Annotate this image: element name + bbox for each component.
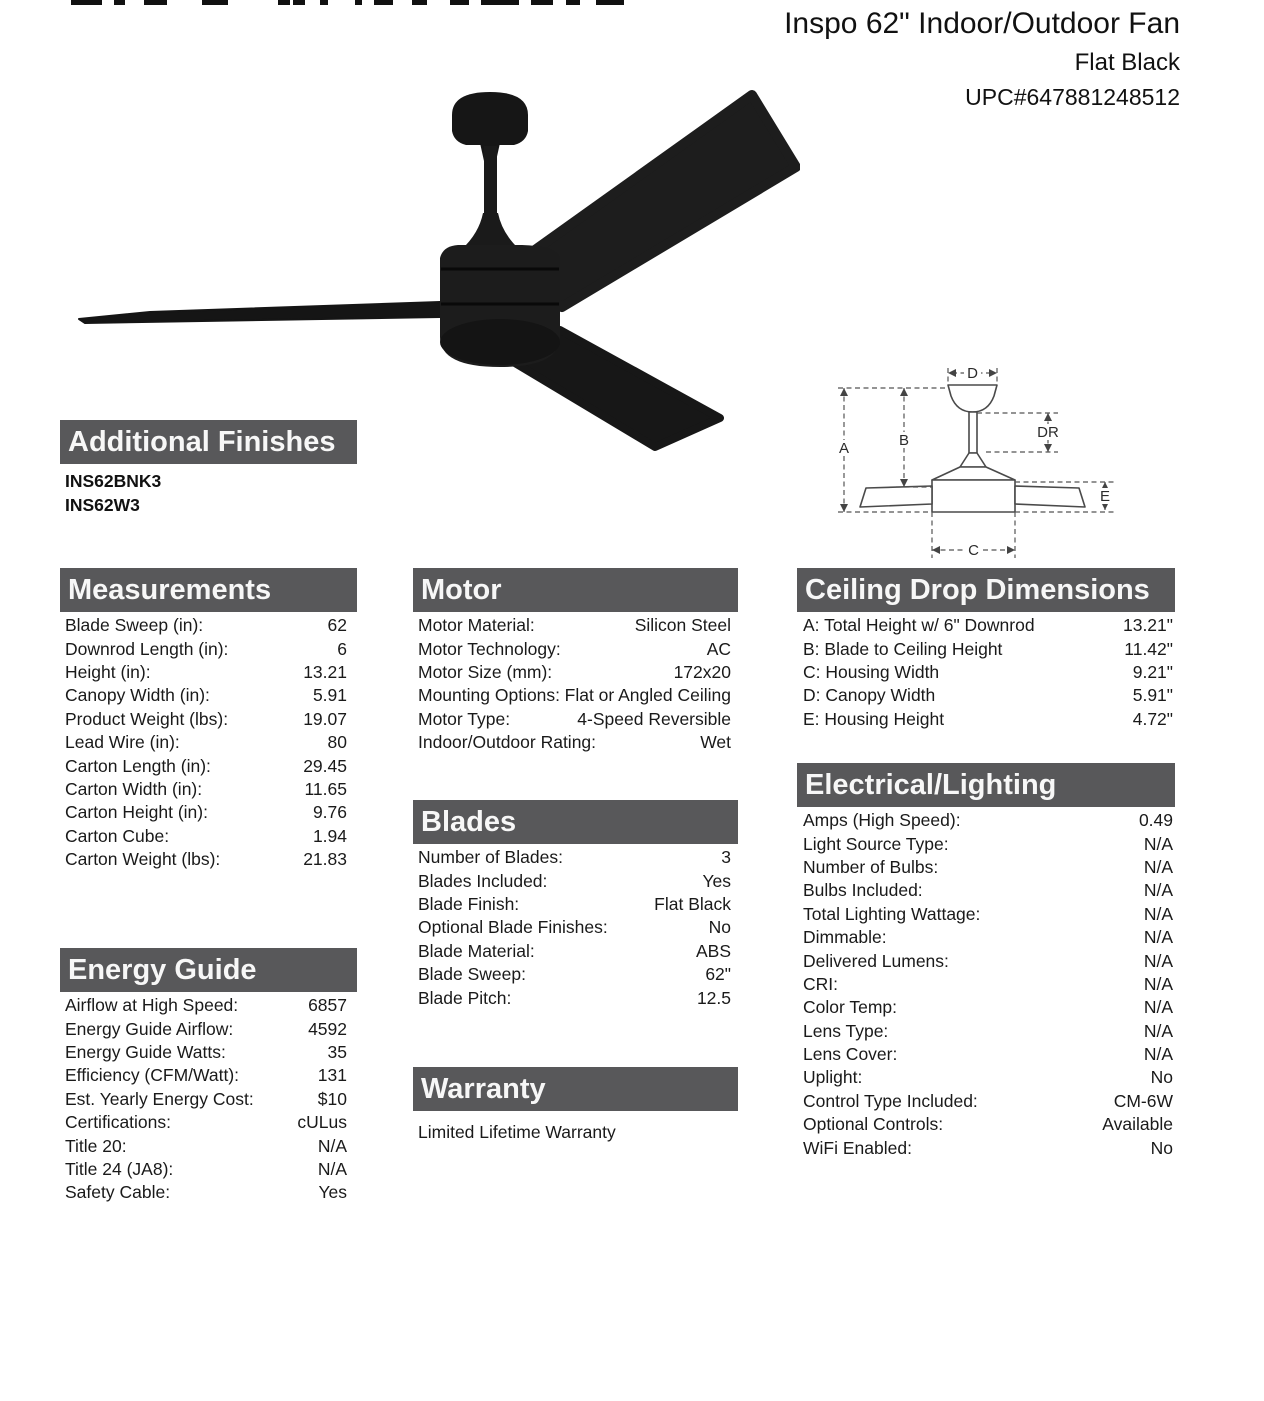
spec-label: WiFi Enabled: — [803, 1137, 912, 1158]
spec-label: CRI: — [803, 973, 838, 994]
spec-value: No — [1150, 1067, 1173, 1088]
spec-label: Indoor/Outdoor Rating: — [418, 732, 597, 753]
spec-label: Title 24 (JA8): — [65, 1158, 174, 1179]
finish-item: INS62W3 — [65, 495, 140, 515]
spec-value: 11.65 — [304, 778, 347, 799]
section-warranty — [413, 1067, 738, 1143]
spec-label: Number of Blades: — [418, 847, 563, 868]
spec-row — [60, 637, 357, 660]
spec-row — [797, 1113, 1175, 1136]
spec-row — [797, 832, 1175, 855]
additional-finishes-header: Additional Finishes — [60, 420, 357, 464]
spec-label: B: Blade to Ceiling Height — [803, 638, 1003, 659]
fan-blade-left — [79, 302, 440, 323]
spec-row — [797, 614, 1175, 637]
product-title: Inspo 62" Indoor/Outdoor Fan — [784, 7, 1180, 40]
spec-row — [60, 801, 357, 824]
spec-label: Motor Technology: — [418, 638, 561, 659]
diagram-downrod — [969, 412, 977, 453]
spec-label: Total Lighting Wattage: — [803, 903, 981, 924]
spec-row — [60, 684, 357, 707]
spec-value: No — [1150, 1137, 1173, 1158]
product-upc: UPC#647881248512 — [965, 84, 1180, 110]
spec-row — [413, 940, 738, 963]
spec-value: Wet — [700, 732, 731, 753]
spec-label: Certifications: — [65, 1112, 172, 1133]
spec-label: Lens Type: — [803, 1020, 889, 1041]
spec-value: AC — [706, 638, 731, 659]
motor-rows — [413, 614, 738, 754]
spec-row — [797, 661, 1175, 684]
cut-off-text-fragment — [596, 0, 624, 5]
spec-label: Carton Length (in): — [65, 755, 211, 776]
spec-row — [60, 1017, 357, 1040]
spec-row — [60, 778, 357, 801]
ceiling-drop-rows — [797, 614, 1175, 731]
diagram-housing-roof — [932, 467, 1015, 480]
measurements-rows — [60, 614, 357, 871]
spec-value: 29.45 — [303, 755, 347, 776]
spec-value: Available — [1102, 1114, 1173, 1135]
cut-off-text-fragment — [320, 0, 328, 5]
spec-row — [797, 809, 1175, 832]
spec-label: Blade Finish: — [418, 893, 520, 914]
section-electrical-lighting — [797, 763, 1175, 1160]
spec-row — [797, 1020, 1175, 1043]
spec-value: 11.42" — [1124, 638, 1173, 659]
spec-label: Efficiency (CFM/Watt): — [65, 1065, 240, 1086]
ceiling-drop-diagram — [828, 358, 1128, 568]
spec-label: Blades Included: — [418, 870, 548, 891]
spec-value: N/A — [1143, 903, 1173, 924]
spec-value: 4-Speed Reversible — [577, 708, 731, 729]
diagram-canopy — [948, 385, 997, 412]
section-blades — [413, 800, 738, 1010]
spec-label: Motor Size (mm): — [418, 661, 553, 682]
spec-label: Product Weight (lbs): — [65, 708, 229, 729]
spec-label: Est. Yearly Energy Cost: — [65, 1088, 254, 1109]
spec-label: Airflow at High Speed: — [65, 995, 239, 1016]
spec-row — [797, 856, 1175, 879]
cut-off-text-fragment — [481, 0, 519, 5]
spec-row — [797, 1136, 1175, 1159]
spec-value: Silicon Steel — [634, 615, 731, 636]
ceiling-drop-header: Ceiling Drop Dimensions — [797, 568, 1175, 612]
spec-label: Bulbs Included: — [803, 880, 923, 901]
spec-row — [797, 1043, 1175, 1066]
spec-label: Mounting Options: — [418, 685, 561, 706]
spec-value: N/A — [1143, 880, 1173, 901]
spec-label: Dimmable: — [803, 927, 887, 948]
cut-off-text-fragment — [566, 0, 580, 5]
fan-canopy — [452, 92, 528, 145]
section-energy-guide — [60, 948, 357, 1205]
spec-label: Optional Blade Finishes: — [418, 917, 608, 938]
spec-row — [60, 848, 357, 871]
diagram-label-dr: DR — [1037, 424, 1059, 441]
spec-row — [60, 1041, 357, 1064]
spec-label: Carton Height (in): — [65, 802, 208, 823]
section-measurements — [60, 568, 357, 871]
spec-label: Height (in): — [65, 661, 151, 682]
spec-row — [60, 825, 357, 848]
fan-housing-bottom — [440, 319, 560, 365]
spec-row — [413, 893, 738, 916]
spec-row — [797, 1090, 1175, 1113]
spec-value: N/A — [1143, 997, 1173, 1018]
spec-value: 4.72" — [1132, 708, 1173, 729]
spec-label: Title 20: — [65, 1135, 127, 1156]
spec-value: 0.49 — [1138, 810, 1173, 831]
spec-label: Light Source Type: — [803, 833, 949, 854]
spec-row — [60, 1181, 357, 1204]
spec-row — [413, 684, 738, 707]
spec-value: 3 — [721, 847, 731, 868]
spec-label: Canopy Width (in): — [65, 685, 210, 706]
section-additional-finishes — [60, 420, 357, 517]
spec-row — [413, 614, 738, 637]
spec-value: 131 — [317, 1065, 347, 1086]
spec-label: A: Total Height w/ 6" Downrod — [803, 615, 1035, 636]
spec-value: 6 — [337, 638, 347, 659]
spec-label: Safety Cable: — [65, 1182, 171, 1203]
spec-value: 35 — [327, 1041, 347, 1062]
cut-off-text-fragment — [531, 0, 553, 5]
spec-value: Yes — [702, 870, 731, 891]
cut-off-text-fragment — [374, 0, 393, 5]
spec-value: 6857 — [308, 995, 347, 1016]
spec-row — [413, 708, 738, 731]
blades-header: Blades — [413, 800, 738, 844]
spec-value: 172x20 — [673, 661, 731, 682]
spec-value: 13.21" — [1122, 615, 1173, 636]
spec-row — [60, 708, 357, 731]
spec-value: 5.91" — [1132, 685, 1173, 706]
fan-product-image — [60, 85, 800, 460]
spec-label: Blade Sweep (in): — [65, 615, 204, 636]
spec-value: 62" — [705, 964, 731, 985]
spec-value: N/A — [317, 1158, 347, 1179]
spec-label: D: Canopy Width — [803, 685, 936, 706]
spec-value: cULus — [297, 1112, 347, 1133]
spec-value: Flat Black — [654, 893, 731, 914]
spec-label: Motor Type: — [418, 708, 511, 729]
diagram-blade-left — [860, 486, 932, 507]
measurements-header: Measurements — [60, 568, 357, 612]
spec-row — [60, 614, 357, 637]
blades-rows — [413, 846, 738, 1010]
cut-off-text-fragment — [114, 0, 125, 5]
spec-row — [797, 1066, 1175, 1089]
spec-row — [797, 973, 1175, 996]
spec-value: 19.07 — [303, 708, 347, 729]
energy-guide-header: Energy Guide — [60, 948, 357, 992]
diagram-label-d: D — [967, 365, 978, 382]
spec-label: Blade Pitch: — [418, 987, 512, 1008]
spec-row — [60, 731, 357, 754]
finish-item: INS62BNK3 — [65, 471, 162, 491]
diagram-label-a: A — [838, 440, 850, 457]
spec-row — [413, 637, 738, 660]
spec-row — [797, 949, 1175, 972]
spec-row — [60, 1111, 357, 1134]
spec-value: N/A — [1143, 856, 1173, 877]
spec-value: N/A — [317, 1135, 347, 1156]
cut-off-text-fragment — [355, 0, 362, 5]
section-ceiling-drop-dimensions — [797, 568, 1175, 731]
fan-flare — [462, 213, 519, 249]
spec-value: N/A — [1143, 1020, 1173, 1041]
spec-value: 9.76 — [312, 802, 347, 823]
spec-label: Color Temp: — [803, 997, 898, 1018]
spec-row — [413, 986, 738, 1009]
spec-value: N/A — [1143, 950, 1173, 971]
diagram-label-e: E — [1099, 488, 1111, 505]
spec-row — [60, 1064, 357, 1087]
spec-label: Downrod Length (in): — [65, 638, 229, 659]
spec-label: C: Housing Width — [803, 661, 940, 682]
spec-label: Carton Cube: — [65, 825, 170, 846]
cut-off-text-fragment — [144, 0, 167, 5]
spec-value: 1.94 — [312, 825, 347, 846]
spec-value: 21.83 — [303, 849, 347, 870]
spec-value: Flat or Angled Ceiling — [564, 685, 731, 706]
spec-row — [413, 661, 738, 684]
spec-row — [797, 926, 1175, 949]
spec-label: Amps (High Speed): — [803, 810, 961, 831]
fan-downrod-shaft — [484, 146, 497, 216]
spec-label: Number of Bulbs: — [803, 856, 939, 877]
spec-value: ABS — [695, 940, 731, 961]
spec-label: Optional Controls: — [803, 1114, 944, 1135]
spec-label: Lead Wire (in): — [65, 732, 180, 753]
diagram-label-b: B — [898, 432, 910, 449]
spec-value: N/A — [1143, 833, 1173, 854]
spec-value: No — [708, 917, 731, 938]
spec-label: Lens Cover: — [803, 1044, 898, 1065]
spec-value: 4592 — [308, 1018, 347, 1039]
cut-off-text-fragment — [412, 0, 427, 5]
spec-label: Blade Material: — [418, 940, 535, 961]
spec-row — [413, 916, 738, 939]
spec-value: CM-6W — [1113, 1090, 1173, 1111]
spec-row — [60, 994, 357, 1017]
spec-label: Delivered Lumens: — [803, 950, 949, 971]
spec-label: E: Housing Height — [803, 708, 945, 729]
spec-row — [413, 963, 738, 986]
spec-row — [60, 754, 357, 777]
spec-row — [797, 996, 1175, 1019]
energy-guide-rows — [60, 994, 357, 1205]
spec-row — [797, 879, 1175, 902]
spec-value: N/A — [1143, 1044, 1173, 1065]
spec-row — [60, 661, 357, 684]
electrical-rows — [797, 809, 1175, 1160]
spec-value: 13.21 — [303, 661, 347, 682]
cut-off-text-fragment — [71, 0, 102, 5]
spec-row — [60, 1158, 357, 1181]
diagram-cone — [960, 453, 986, 467]
spec-label: Uplight: — [803, 1067, 863, 1088]
spec-row — [60, 1088, 357, 1111]
spec-label: Carton Width (in): — [65, 778, 203, 799]
spec-value: 80 — [327, 732, 347, 753]
spec-label: Carton Weight (lbs): — [65, 849, 221, 870]
spec-value: N/A — [1143, 927, 1173, 948]
spec-row — [797, 903, 1175, 926]
spec-value: 5.91 — [312, 685, 347, 706]
spec-value: $10 — [317, 1088, 347, 1109]
spec-value: N/A — [1143, 973, 1173, 994]
spec-row — [413, 731, 738, 754]
cut-off-text-fragment — [202, 0, 228, 5]
cut-off-text-fragment — [450, 0, 469, 5]
diagram-housing — [932, 480, 1015, 512]
warranty-header: Warranty — [413, 1067, 738, 1111]
spec-value: 9.21" — [1132, 661, 1173, 682]
product-finish: Flat Black — [1074, 49, 1180, 76]
product-title-block — [784, 6, 1180, 111]
spec-value: 12.5 — [696, 987, 731, 1008]
spec-label: Energy Guide Airflow: — [65, 1018, 234, 1039]
cut-off-text-fragment — [293, 0, 305, 5]
electrical-header: Electrical/Lighting — [797, 763, 1175, 807]
warranty-text: Limited Lifetime Warranty — [418, 1122, 616, 1142]
diagram-label-c: C — [968, 542, 979, 559]
spec-label: Control Type Included: — [803, 1090, 978, 1111]
cut-off-text-fragment — [278, 0, 290, 5]
spec-row — [797, 637, 1175, 660]
diagram-blade-right — [1015, 486, 1085, 507]
spec-value: Yes — [318, 1182, 347, 1203]
spec-value: 62 — [327, 615, 347, 636]
spec-label: Motor Material: — [418, 615, 535, 636]
spec-row — [60, 1134, 357, 1157]
spec-label: Energy Guide Watts: — [65, 1041, 226, 1062]
spec-row — [797, 708, 1175, 731]
spec-row — [413, 869, 738, 892]
spec-label: Blade Sweep: — [418, 964, 526, 985]
spec-row — [797, 684, 1175, 707]
section-motor — [413, 568, 738, 754]
spec-row — [413, 846, 738, 869]
motor-header: Motor — [413, 568, 738, 612]
